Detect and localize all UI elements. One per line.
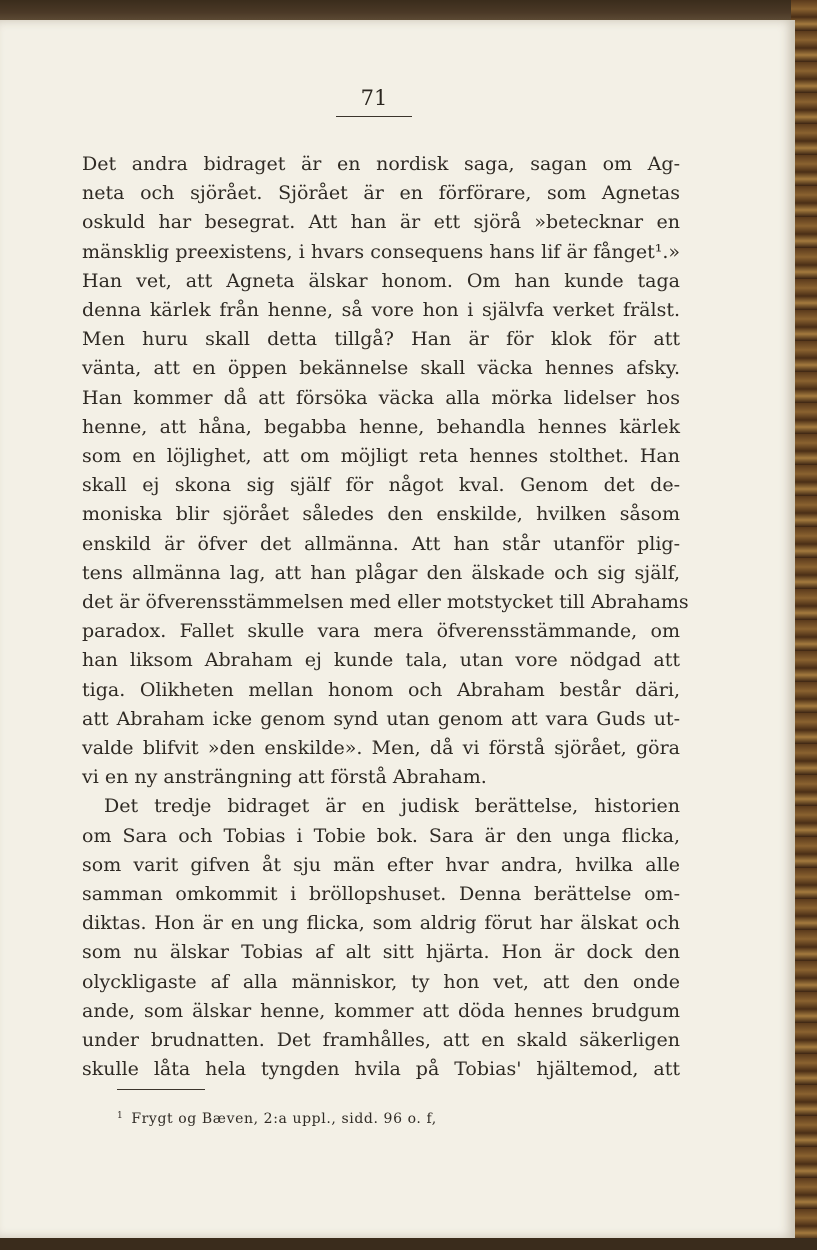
text-line: om Sara och Tobias i Tobie bok. Sara är den unga flicka, — [82, 824, 680, 847]
book-page — [0, 20, 795, 1238]
text-line: valde blifvit »den enskilde». Men, då vi förstå sjörået, göra — [82, 737, 680, 760]
text-line: neta och sjörået. Sjörået är en förförare, som Agnetas — [82, 182, 680, 205]
text-line: olyckligaste af alla människor, ty hon vet, att den onde — [82, 970, 680, 993]
page-number: 71 — [336, 88, 412, 117]
text-line: mänsklig preexistens, i hvars consequens hans lif är fånget¹.» — [82, 240, 680, 263]
text-line: oskuld har besegrat. Att han är ett sjörå »betecknar en — [82, 211, 680, 234]
text-line: som en löjlighet, att om möjligt reta hennes stolthet. Han — [82, 445, 680, 468]
text-line: paradox. Fallet skulle vara mera öfverensstämmande, om — [82, 620, 680, 643]
text-line: samman omkommit i bröllopshuset. Denna berättelse om- — [82, 883, 680, 906]
book-bottom-edge — [0, 1238, 817, 1250]
text-line: Men huru skall detta tillgå? Han är för klok för att — [82, 328, 680, 351]
text-line: som varit gifven åt sju män efter hvar andra, hvilka alle — [82, 853, 680, 876]
text-line: diktas. Hon är en ung flicka, som aldrig förut har älskat och — [82, 912, 680, 935]
footnote-marker: 1 — [117, 1111, 124, 1121]
text-line: han liksom Abraham ej kunde tala, utan vore nödgad att — [82, 649, 680, 672]
book-top-edge — [0, 0, 817, 20]
text-line: Det andra bidraget är en nordisk saga, sagan om Ag- — [82, 153, 680, 175]
text-line: att Abraham icke genom synd utan genom att vara Guds ut- — [82, 707, 680, 730]
text-line: det är öfverensstämmelsen med eller motstycket till Abrahams — [82, 591, 689, 614]
footnote-text: Frygt og Bæven, 2:a uppl., sidd. 96 o. f, — [131, 1111, 437, 1127]
text-line: Han vet, att Agneta älskar honom. Om han kunde taga — [82, 269, 680, 292]
text-line: denna kärlek från henne, så vore hon i självfa verket frälst. — [82, 299, 680, 322]
text-line: skall ej skona sig själf för något kval. Genom det de- — [82, 474, 680, 497]
text-line: henne, att håna, begabba henne, behandla hennes kärlek — [82, 415, 680, 438]
text-line: ande, som älskar henne, kommer att döda hennes brudgum — [82, 999, 680, 1022]
footnote-divider — [117, 1089, 205, 1090]
text-line: Han kommer då att försöka väcka alla mörka lidelser hos — [82, 386, 680, 409]
text-line: tens allmänna lag, att han plågar den älskade och sig själf, — [82, 561, 680, 584]
footnote — [117, 1112, 437, 1126]
text-line: under brudnatten. Det framhålles, att en skald säkerligen — [82, 1029, 680, 1052]
body-text — [82, 150, 689, 1085]
text-line: som nu älskar Tobias af alt sitt hjärta. Hon är dock den — [82, 941, 680, 964]
text-line: Det tredje bidraget är en judisk berättelse, historien — [104, 795, 680, 818]
text-line: enskild är öfver det allmänna. Att han står utanför plig- — [82, 532, 680, 555]
text-line: moniska blir sjörået således den enskilde, hvilken såsom — [82, 503, 680, 526]
text-line: skulle låta hela tyngden hvila på Tobias' hjältemod, att — [82, 1058, 680, 1081]
text-line: tiga. Olikheten mellan honom och Abraham består däri, — [82, 678, 680, 701]
text-line: vänta, att en öppen bekännelse skall väcka hennes afsky. — [82, 357, 680, 380]
text-line: vi en ny ansträngning att förstå Abraham. — [82, 766, 487, 789]
